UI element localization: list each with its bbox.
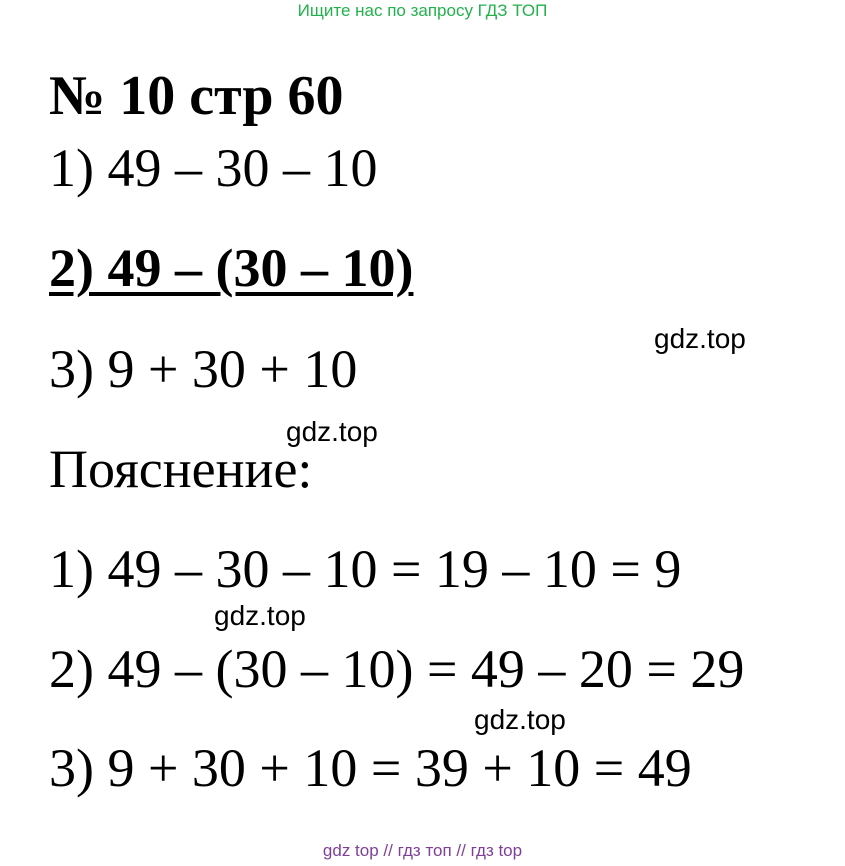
explanation-1: 1) 49 – 30 – 10 = 19 – 10 = 9: [49, 539, 682, 599]
watermark: gdz.top: [654, 323, 746, 354]
explanation-3: 3) 9 + 30 + 10 = 39 + 10 = 49: [49, 738, 692, 798]
watermark: gdz.top: [286, 416, 378, 447]
answer-1: 1) 49 – 30 – 10: [49, 138, 378, 198]
watermark: gdz.top: [214, 600, 306, 631]
footer-links[interactable]: gdz top // гдз топ // гдз top: [322, 841, 523, 860]
explanation-heading: Пояснение:: [49, 439, 313, 499]
top-banner: Ищите нас по запросу ГДЗ ТОП: [297, 1, 548, 20]
task-title: № 10 стр 60: [49, 65, 344, 127]
explanation-2: 2) 49 – (30 – 10) = 49 – 20 = 29: [49, 639, 745, 699]
answer-2-correct: 2) 49 – (30 – 10): [49, 238, 414, 298]
answer-3: 3) 9 + 30 + 10: [49, 339, 358, 399]
watermark: gdz.top: [474, 704, 566, 735]
